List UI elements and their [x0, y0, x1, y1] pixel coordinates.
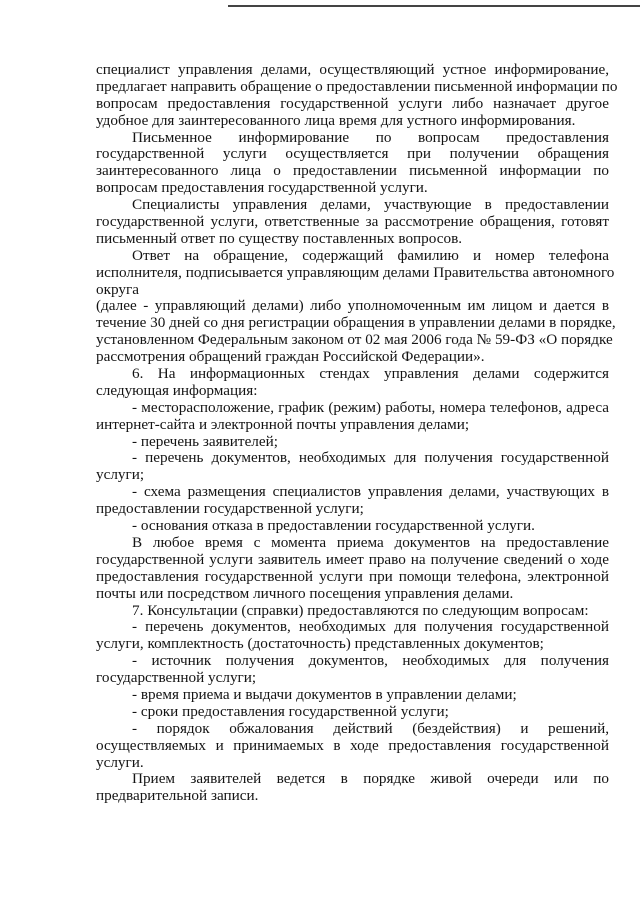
text-line: - порядок обжалования действий (бездействия) и решений, [132, 719, 609, 737]
scan-top-rule [228, 5, 640, 7]
text-line: Специалисты управления делами, участвующие в предоставлении [132, 196, 609, 214]
text-line: Прием заявителей ведется в порядке живой очереди или по [132, 770, 609, 788]
text-line: - источник получения документов, необходимых для получения [132, 652, 609, 670]
text-line: предоставлении государственной услуги; [96, 500, 364, 518]
text-line: (далее - управляющий делами) либо уполномоченным им лицом и дается в [96, 297, 609, 315]
text-line: услуги. [96, 753, 144, 771]
text-line: государственной услуги; [96, 669, 257, 687]
text-line: 7. Консультации (справки) предоставляются по следующим вопросам: [132, 601, 589, 619]
text-line: рассмотрения обращений граждан Российской Федерации». [96, 348, 485, 366]
text-line: Ответ на обращение, содержащий фамилию и номер телефона [132, 246, 609, 264]
text-line: следующая информация: [96, 381, 258, 399]
text-line: округа [96, 280, 139, 298]
text-line: письменный ответ по существу поставленных вопросов. [96, 229, 463, 247]
text-line: - перечень документов, необходимых для получения государственной [132, 449, 609, 467]
text-line: услуги, комплектность (достаточность) представленных документов; [96, 635, 544, 653]
text-line: государственной услуги заявитель имеет право на получение сведений о ходе [96, 550, 609, 568]
text-line: осуществляемых и принимаемых в ходе предоставления государственной [96, 736, 609, 754]
text-line: предварительной записи. [96, 787, 259, 805]
text-line: В любое время с момента приема документов на предоставление [132, 533, 609, 551]
text-line: государственной услуги, ответственные за рассмотрение обращения, готовят [96, 213, 609, 231]
text-line: - время приема и выдачи документов в управлении делами; [132, 685, 517, 703]
text-line: - перечень документов, необходимых для получения государственной [132, 618, 609, 636]
text-line: услуги; [96, 466, 145, 484]
text-line: Письменное информирование по вопросам предоставления [132, 128, 609, 146]
text-line: - месторасположение, график (режим) работы, номера телефонов, адреса [132, 398, 609, 416]
text-line: специалист управления делами, осуществляющий устное информирование, [96, 61, 609, 78]
text-line: - сроки предоставления государственной услуги; [132, 702, 449, 720]
document-body [96, 61, 618, 805]
text-line: - основания отказа в предоставлении государственной услуги. [132, 517, 535, 535]
text-line: удобное для заинтересованного лица время для устного информирования. [96, 111, 576, 129]
text-line: исполнителя, подписывается управляющим делами Правительства автономного [96, 263, 615, 281]
text-line: вопросам предоставления государственной услуги либо назначает другое [96, 94, 609, 112]
text-line: заинтересованного лица о предоставлении письменной информации по [96, 162, 609, 180]
text-line: почты или посредством личного посещения управления делами. [96, 584, 514, 602]
text-line: установленном Федеральным законом от 02 мая 2006 года № 59-ФЗ «О порядке [96, 331, 613, 349]
text-line: интернет-сайта и электронной почты управления делами; [96, 415, 470, 433]
text-line: 6. На информационных стендах управления делами содержится [132, 365, 609, 383]
text-line: предоставления государственной услуги при помощи телефона, электронной [96, 567, 609, 585]
text-line: вопросам предоставления государственной услуги. [96, 179, 428, 197]
text-line: государственной услуги осуществляется при получении обращения [96, 145, 609, 163]
text-line: - перечень заявителей; [132, 432, 278, 450]
text-line: течение 30 дней со дня регистрации обращения в управлении делами в порядке, [96, 314, 616, 332]
text-line: - схема размещения специалистов управления делами, участвующих в [132, 483, 609, 501]
text-line: предлагает направить обращение о предоставлении письменной информации по [96, 77, 618, 95]
